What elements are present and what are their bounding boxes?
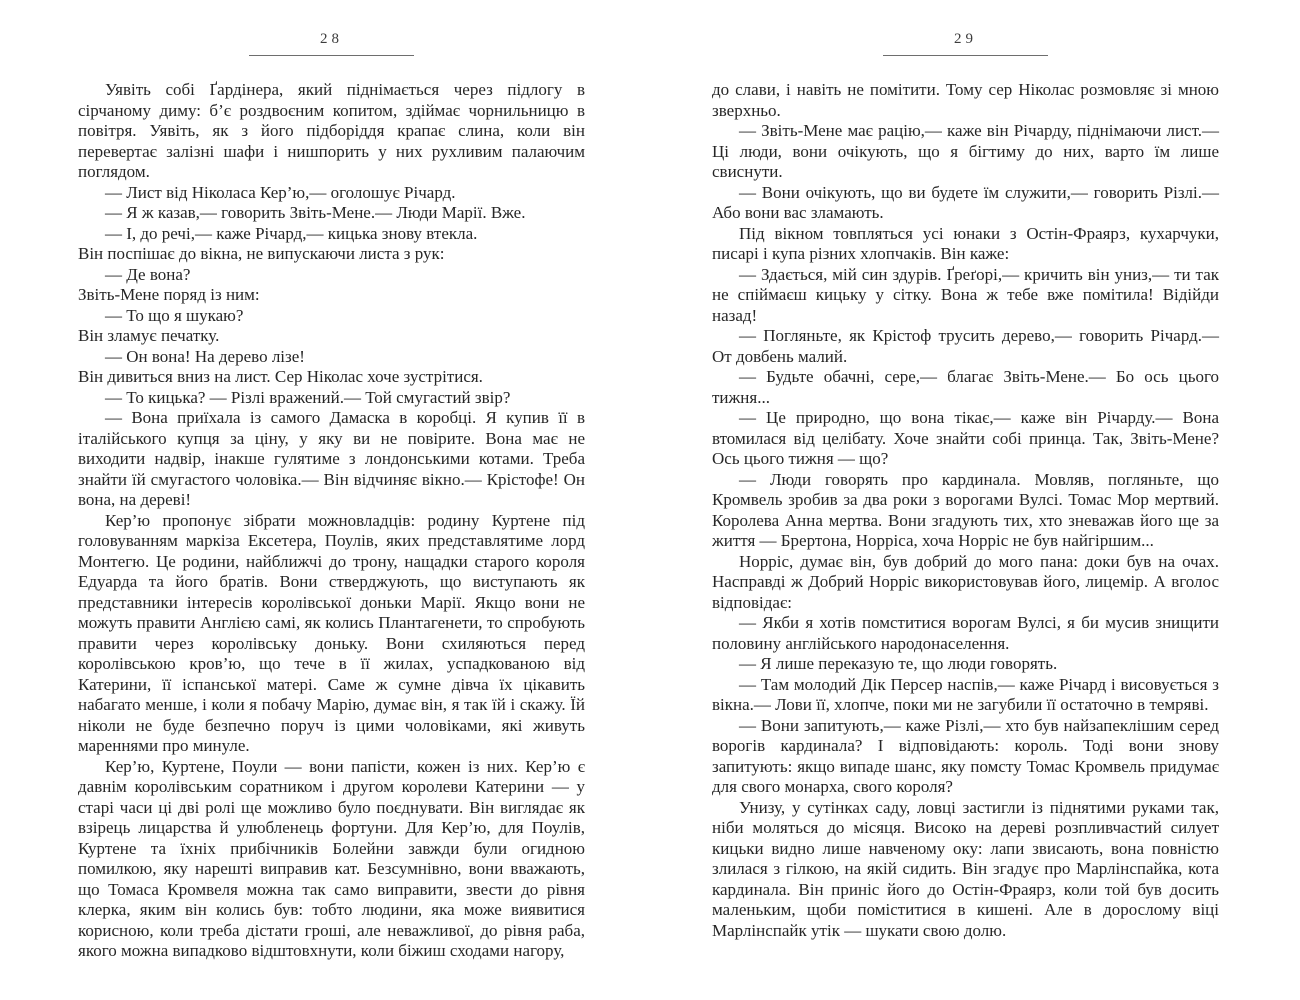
paragraph: до слави, і навіть не помітити. Тому сер Ніколас розмовляє зі мною зверхньо.: [712, 80, 1219, 120]
header-rule-right: [883, 55, 1048, 56]
paragraph: Кер’ю пропонує зібрати можновладців: родину Куртене під головуванням маркіза Ексетера, Поулів, яких представлятиме лорд Монтегю. Це родини, найближчі до трону, нащадки старого короля Едуарда та його братів. Вони стверджують, що виступають як представники інтересів королівської доньки Марії. Якщо вони не можуть правити Англією самі, як колись Плантагенети, то спробують правити через королівську доньку. Вони схиляються перед королівською кров’ю, що тече в її жилах, успадкованою від Катерини, її іспанської матері. Саме ж сумне дівча їх цікавить набагато менше, і коли я побачу Марію, думає він, я так їй і скажу. Їй ніколи не буде безпечно поруч із цими чоловіками, які живуть мареннями про минуле.: [78, 510, 585, 755]
paragraph: Він поспішає до вікна, не випускаючи листа з рук:: [78, 244, 445, 263]
paragraph: — Звіть-Мене має рацію,— каже він Річарду, піднімаючи лист.— Ці люди, вони очікують, що я бігтиму до них, варто їм лише свиснути.: [712, 121, 1219, 181]
paragraph: — Вона приїхала із самого Дамаска в коробці. Я купив її в італійського купця за ціну, у яку ви не повірите. Вона має не виходити надвір, інакше гулятиме з лондонськими котами. Треба знайти їй смугастого чоловіка.— Він відчиняє вікно.— Крістофе! Он вона, на дереві!: [78, 408, 585, 509]
paragraph: — Вони очікують, що ви будете їм служити,— говорить Різлі.— Або вони вас зламають.: [712, 182, 1219, 222]
paragraph: Він дивиться вниз на лист. Сер Ніколас хоче зустрітися.: [78, 367, 483, 386]
paragraph: Норріс, думає він, був добрий до мого пана: доки був на очах. Насправді ж Добрий Норріс використовував його, лицемір. А вголос відповідає:: [712, 551, 1219, 612]
paragraph: — Я ж казав,— говорить Звіть-Мене.— Люди Марії. Вже.: [105, 203, 526, 222]
paragraph: — Я лише переказую те, що люди говорять.: [739, 654, 1058, 673]
paragraph: — Лист від Ніколаса Кер’ю,— оголошує Річард.: [105, 182, 456, 202]
paragraph: — І, до речі,— каже Річард,— кицька знову втекла.: [105, 223, 478, 243]
paragraph: Під вікном товпляться усі юнаки з Остін-Фраярз, кухарчуки, писарі і купа різних хлопчаків. Він каже:: [712, 223, 1219, 263]
page-number-left: 28: [320, 31, 343, 47]
page-29-body: [712, 80, 1219, 941]
paragraph: — Он вона! На дерево лізе!: [105, 346, 305, 366]
paragraph: Унизу, у сутінках саду, ловці застигли із піднятими руками так, ніби моляться до місяця. Високо на дереві розпливчастий силует кицьки видно лише навченому оку: лапи звисають, вона повністю злилася з гілкою, на якій сидить. Він згадує про Марлінспайка, кота кардинала. Він приніс його до Остін-Фраярз, коли той був досить маленьким, щоби поміститися в кишені. Але в дорослому віці Марлінспайк утік — шукати свою долю.: [712, 797, 1219, 940]
paragraph: — То кицька? — Різлі вражений.— Той смугастий звір?: [105, 387, 511, 407]
paragraph: — Будьте обачні, сере,— благає Звіть-Мене.— Бо ось цього тижня...: [712, 367, 1219, 407]
paragraph: Кер’ю, Куртене, Поули — вони папісти, кожен із них. Кер’ю є давнім королівським соратником і другом королеви Катерини — у старі часи ці дві ролі ще можливо було поєднувати. Він виглядає як взірець лицарства й улюбленець фортуни. Для Кер’ю, для Поулів, Куртене та їхніх прибічників Болейни завжди були огидною помилкою, яку нарешті виправив кат. Безсумнівно, вони вважають, що Томаса Кромвеля можна так само виправити, звести до рівня клерка, яким він колись був: тобто людини, яка може виявитися корисною, коли треба дістати гроші, але неважливої, до рівня раба, якого можна випадково відштовхнути, коли біжиш сходами нагору,: [78, 756, 585, 960]
page-29-header: [712, 30, 1219, 56]
paragraph: Уявіть собі Ґардінера, який піднімається через підлогу в сірчаному диму: б’є роздвоєним копитом, здіймає чорнильницю в повітря. Уявіть, як з його підборіддя крапає слина, коли він перевертає залізні шафи і нишпорить у них рухливим палаючим поглядом.: [78, 80, 585, 181]
page-29: [712, 30, 1219, 941]
paragraph: — Вони запитують,— каже Різлі,— хто був найзапеклішим серед ворогів кардинала? І відповідають: король. Тоді вони знову запитують: якщо випаде шанс, яку помсту Томас Кромвель придумає для свого монарха, свого короля?: [712, 715, 1219, 796]
paragraph: — Здається, мій син здурів. Ґреґорі,— кричить він униз,— ти так не спіймаєш кицьку у сітку. Вона ж тебе вже помітила! Відійди назад!: [712, 264, 1219, 325]
paragraph: — Погляньте, як Крістоф трусить дерево,— говорить Річард.— От довбень малий.: [712, 326, 1219, 366]
page-28-header: [78, 30, 585, 56]
header-rule-left: [249, 55, 414, 56]
paragraph: — То що я шукаю?: [105, 305, 244, 325]
paragraph: Звіть-Мене поряд із ним:: [78, 285, 260, 304]
paragraph: — Це природно, що вона тікає,— каже він Річарду.— Вона втомилася від целібату. Хоче знайти собі принца. Так, Звіть-Мене? Ось цього тижня — що?: [712, 408, 1219, 468]
paragraph: — Там молодий Дік Персер наспів,— каже Річард і висовується з вікна.— Лови її, хлопче, поки ми не загубили її остаточно в темряві.: [712, 674, 1219, 714]
page-number-right: 29: [954, 31, 977, 47]
page-28: [78, 30, 585, 962]
paragraph: — Люди говорять про кардинала. Мовляв, погляньте, що Кромвель зробив за два роки з ворогами Вулсі. Томас Мор мертвий. Королева Анна мертва. Вони згадують тих, хто зневажав його ще за життя — Брертона, Норріса, хоча Норріс не був найгіршим...: [712, 469, 1219, 550]
paragraph: Він зламує печатку.: [78, 326, 220, 345]
paragraph: — Якби я хотів помститися ворогам Вулсі, я би мусив знищити половину англійського народонаселення.: [712, 613, 1219, 653]
page-28-body: [78, 80, 585, 962]
paragraph: — Де вона?: [105, 264, 191, 284]
